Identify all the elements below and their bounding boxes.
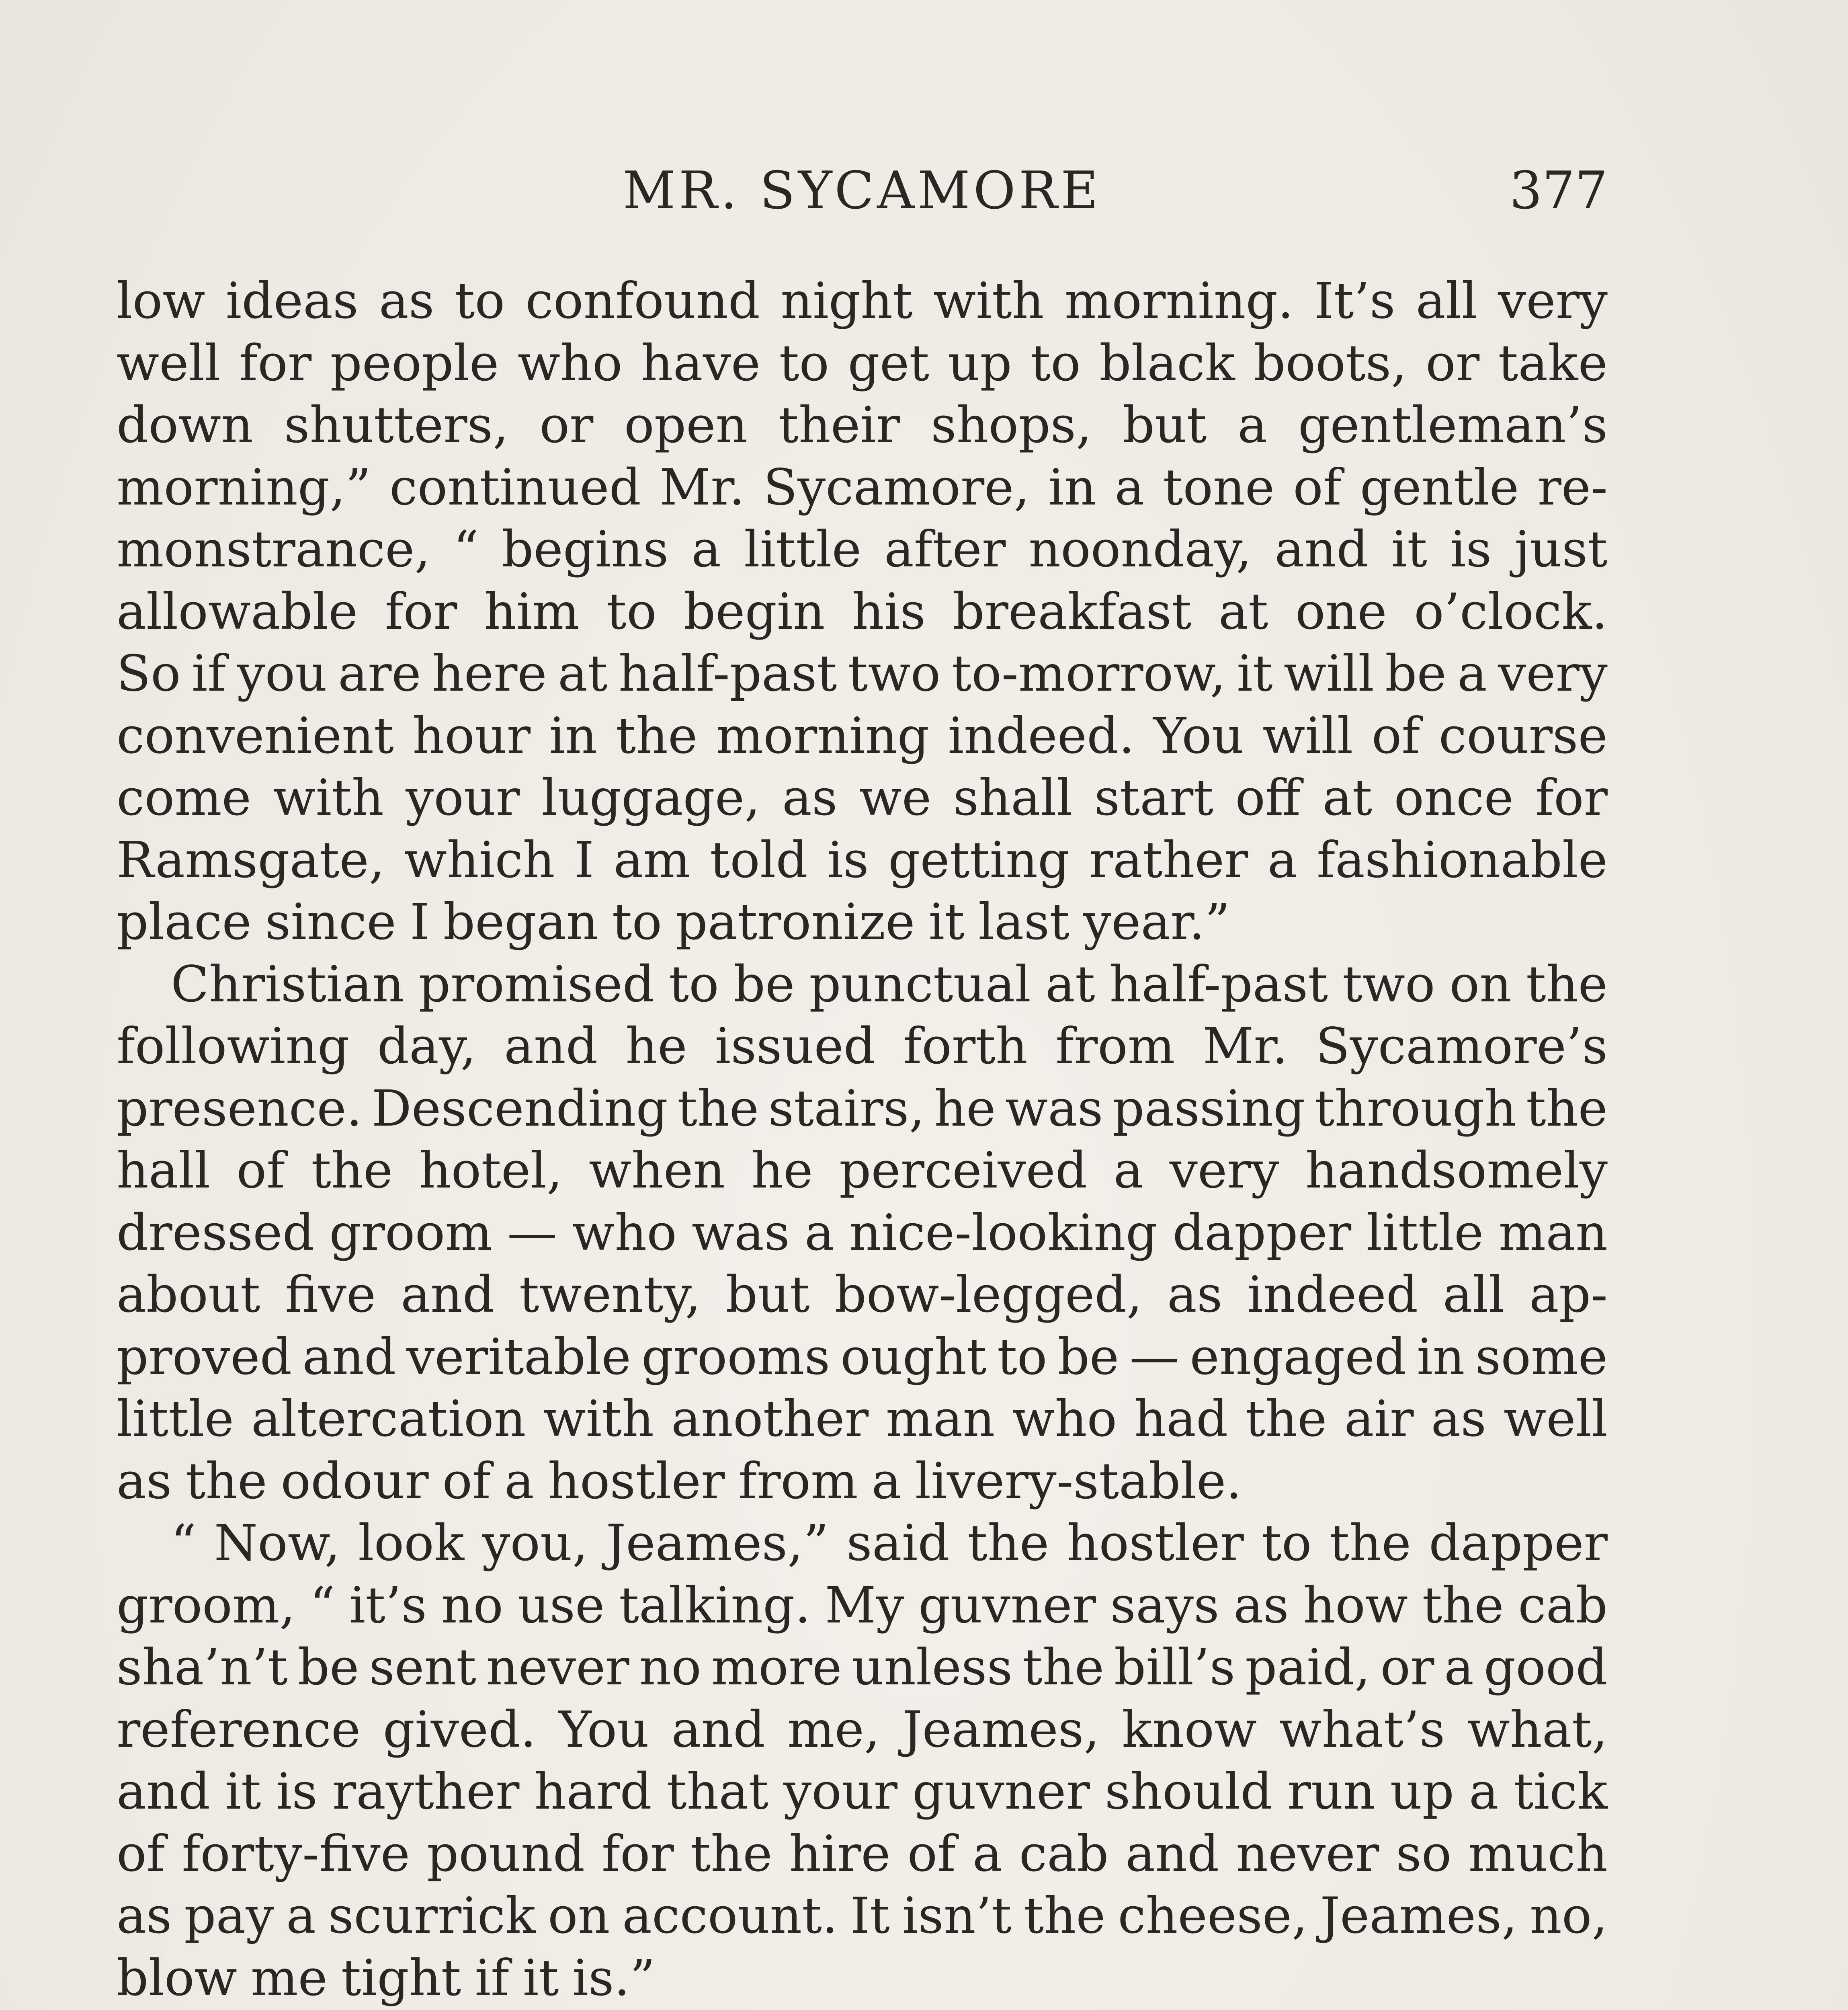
text-line: sha’n’t be sent never no more unless the bill’s paid, or a good (117, 1639, 1608, 1696)
text-line: Ramsgate, which I am told is getting rather a fashionable (117, 831, 1608, 889)
text-line: blow me tight if it is.” (117, 1949, 656, 2007)
text-line: as the odour of a hostler from a livery-stable. (117, 1452, 1242, 1510)
text-line: of forty-five pound for the hire of a cab and never so much (117, 1825, 1608, 1883)
running-head: MR. SYCAMORE (623, 161, 1102, 221)
text-line: presence. Descending the stairs, he was passing through the (117, 1079, 1608, 1138)
text-line: come with your luggage, as we shall start off at once for (117, 769, 1608, 827)
page-number: 377 (1509, 161, 1608, 221)
text-line: place since I began to patronize it last year.” (117, 893, 1230, 951)
text-line: proved and veritable grooms ought to be — engaged in some (117, 1328, 1608, 1386)
text-line: low ideas as to confound night with morning. It’s all very (117, 272, 1608, 330)
text-line: “ Now, look you, Jeames,” said the hostler to the dapper (171, 1514, 1608, 1572)
text-line: Christian promised to be punctual at half-past two on the (171, 955, 1608, 1013)
text-line: groom, “ it’s no use talking. My guvner says as how the cab (117, 1576, 1608, 1635)
text-line: allowable for him to begin his breakfast at one o’clock. (117, 582, 1608, 641)
text-line: hall of the hotel, when he perceived a very handsomely (117, 1142, 1608, 1200)
text-line: convenient hour in the morning indeed. You will of course (117, 707, 1608, 765)
text-line: well for people who have to get up to black boots, or take (117, 334, 1608, 392)
body-text (117, 270, 1608, 2010)
text-line: monstrance, “ begins a little after noonday, and it is just (117, 521, 1608, 578)
text-line: little altercation with another man who had the air as well (117, 1390, 1608, 1448)
text-line: So if you are here at half-past two to-morrow, it will be a very (117, 645, 1608, 703)
text-line: reference gived. You and me, Jeames, know what’s what, (117, 1700, 1608, 1759)
page-header (117, 161, 1608, 221)
text-line: about five and twenty, but bow-legged, as indeed all ap- (117, 1266, 1608, 1324)
text-line: down shutters, or open their shops, but a gentleman’s (117, 396, 1608, 454)
text-line: following day, and he issued forth from Mr. Sycamore’s (117, 1017, 1608, 1075)
text-line: and it is rayther hard that your guvner should run up a tick (117, 1763, 1608, 1821)
text-line: morning,” continued Mr. Sycamore, in a tone of gentle re- (117, 458, 1608, 517)
text-line: as pay a scurrick on account. It isn’t the cheese, Jeames, no, (117, 1887, 1608, 1945)
text-line: dressed groom — who was a nice-looking dapper little man (117, 1204, 1608, 1262)
